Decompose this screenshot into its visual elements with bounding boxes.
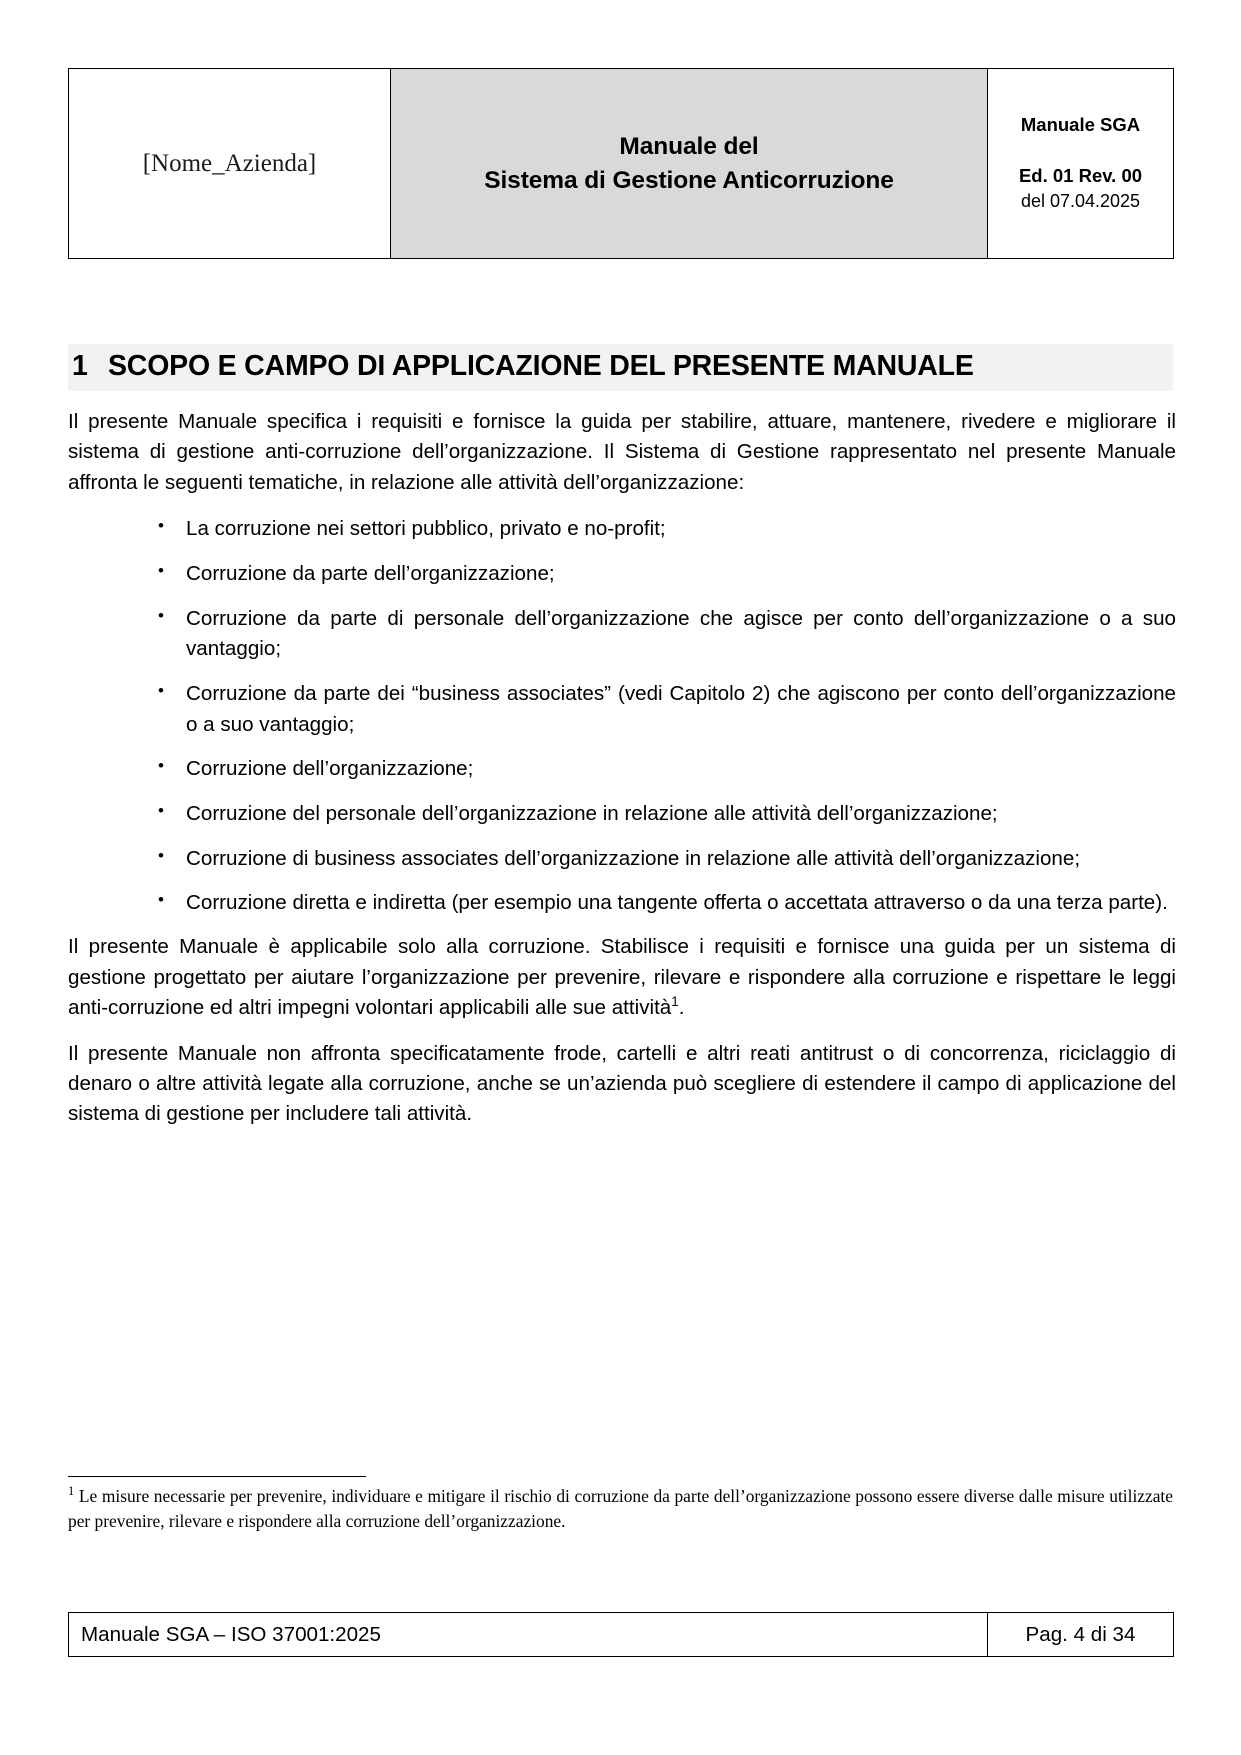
list-item: • La corruzione nei settori pubblico, privato e no-profit;: [68, 514, 1176, 545]
document-header-table: [68, 68, 1174, 259]
section-number: 1: [72, 350, 88, 382]
company-name-placeholder: [Nome_Azienda]: [142, 149, 317, 177]
header-document-info-cell: [988, 69, 1174, 259]
header-row: [69, 69, 1174, 259]
footnote-body-text: Le misure necessarie per prevenire, individuare e mitigare il rischio di corruzione da parte dell’organizzazione possono essere diverse dalle misure utilizzate per prevenire, rilevare e rispondere alla corruzione dell’organizzazione.: [68, 1486, 1173, 1531]
list-item: • Corruzione diretta e indiretta (per esempio una tangente offerta o accettata attraverso o da una terza parte).: [68, 888, 1176, 919]
applicability-text-end: .: [678, 996, 685, 1020]
intro-paragraph: Il presente Manuale specifica i requisiti e fornisce la guida per stabilire, attuare, mantenere, rivedere e migliorare il sistema di gestione anti-corruzione dell’organizzazione. Il Sistema di Gestione rappresentato nel presente Manuale affronta le seguenti tematiche, in relazione alle attività dell’organizzazione:: [68, 410, 1176, 494]
applicability-paragraph: [68, 932, 1176, 1023]
list-item: • Corruzione da parte di personale dell’organizzazione che agisce per conto dell’organizzazione o a suo vantaggio;: [68, 604, 1176, 665]
list-item: • Corruzione da parte dei “business associates” (vedi Capitolo 2) che agiscono per conto dell’organizzazione o a suo vantaggio;: [68, 679, 1176, 740]
list-item: • Corruzione del personale dell’organizzazione in relazione alle attività dell’organizzazione;: [68, 799, 1176, 830]
header-title-cell: [391, 69, 988, 259]
footer-row: [69, 1613, 1174, 1657]
header-doc-name: Manuale SGA: [1020, 114, 1141, 136]
list-item: • Corruzione dell’organizzazione;: [68, 754, 1176, 785]
closing-paragraphs: [68, 932, 1176, 1130]
scope-exclusion-paragraph: Il presente Manuale non affronta specificatamente frode, cartelli e altri reati antitrust o di concorrenza, riciclaggio di denaro o altre attività legate alla corruzione, anche se un’azienda può scegliere di estendere il campo di applicazione del sistema di gestione per includere tali attività.: [68, 1041, 1176, 1126]
header-title-line2: Sistema di Gestione Anticorruzione: [484, 166, 894, 194]
document-body: [68, 407, 1176, 1145]
footnote-marker: 1: [68, 1484, 75, 1499]
header-doc-revision: Ed. 01 Rev. 00: [1018, 165, 1143, 187]
applicability-text: Il presente Manuale è applicabile solo alla corruzione. Stabilisce i requisiti e fornisce una guida per un sistema di gestione progettato per aiutare l’organizzazione per prevenire, rilevare e rispondere alla corruzione e rispettare le leggi anti-corruzione ed altri impegni volontari applicabili alle sue attività: [68, 935, 1176, 1020]
list-item: • Corruzione da parte dell’organizzazione;: [68, 559, 1176, 590]
section-title: SCOPO E CAMPO DI APPLICAZIONE DEL PRESENTE MANUALE: [108, 350, 974, 382]
header-doc-date: del 07.04.2025: [1020, 191, 1141, 212]
scope-bullet-list: [68, 514, 1176, 919]
header-company-cell: [69, 69, 391, 259]
list-item: • Corruzione di business associates dell’organizzazione in relazione alle attività dell’organizzazione;: [68, 844, 1176, 875]
footer-page-number: Pag. 4 di 34: [988, 1613, 1174, 1657]
footnote-reference-1: 1: [671, 994, 679, 1010]
footnote-1: [68, 1484, 1173, 1533]
section-heading: [68, 344, 1173, 391]
footnote-separator-rule: [68, 1476, 366, 1477]
footnote-area: [68, 1476, 1173, 1533]
footer-document-label: Manuale SGA – ISO 37001:2025: [69, 1613, 988, 1657]
document-footer-table: [68, 1612, 1174, 1657]
header-title-line1: Manuale del: [619, 132, 759, 160]
